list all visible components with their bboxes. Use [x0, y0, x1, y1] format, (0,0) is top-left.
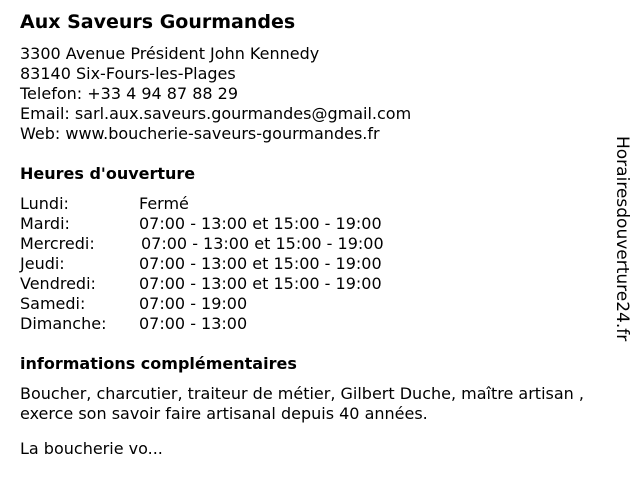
info-heading: informations complémentaires	[20, 354, 297, 373]
time-value: 07:00 - 13:00 et 15:00 - 19:00	[139, 274, 382, 293]
day-label: Dimanche:	[20, 314, 107, 333]
time-value: Fermé	[139, 194, 189, 213]
info-truncated-text: La boucherie vo...	[20, 439, 163, 458]
time-value: 07:00 - 13:00 et 15:00 - 19:00	[141, 234, 384, 253]
email-text: Email: sarl.aux.saveurs.gourmandes@gmail.com	[20, 104, 412, 123]
address-line-1: 3300 Avenue Président John Kennedy	[20, 44, 320, 63]
address-line-2: 83140 Six-Fours-les-Plages	[20, 64, 236, 83]
hours-heading: Heures d'ouverture	[20, 164, 196, 183]
day-label: Mardi:	[20, 214, 70, 233]
time-value: 07:00 - 13:00 et 15:00 - 19:00	[139, 254, 382, 273]
phone-text: Telefon: +33 4 94 87 88 29	[20, 84, 239, 103]
contact-block	[20, 44, 411, 144]
day-label: Vendredi:	[20, 274, 96, 293]
business-name: Aux Saveurs Gourmandes	[20, 11, 296, 33]
day-label: Mercredi:	[20, 234, 95, 253]
day-label: Samedi:	[20, 294, 86, 313]
day-label: Jeudi:	[20, 254, 65, 273]
watermark-text: Horairesdouverture24.fr	[612, 136, 632, 342]
info-description: Boucher, charcutier, traiteur de métier, Gilbert Duche, maître artisan , exerce son savoir faire artisanal depuis 40 années.	[20, 384, 584, 423]
time-value: 07:00 - 13:00	[139, 314, 248, 333]
website-text: Web: www.boucherie-saveurs-gourmandes.fr	[20, 124, 380, 143]
site-watermark	[612, 136, 632, 346]
time-value: 07:00 - 19:00	[139, 294, 248, 313]
time-value: 07:00 - 13:00 et 15:00 - 19:00	[139, 214, 382, 233]
day-label: Lundi:	[20, 194, 69, 213]
